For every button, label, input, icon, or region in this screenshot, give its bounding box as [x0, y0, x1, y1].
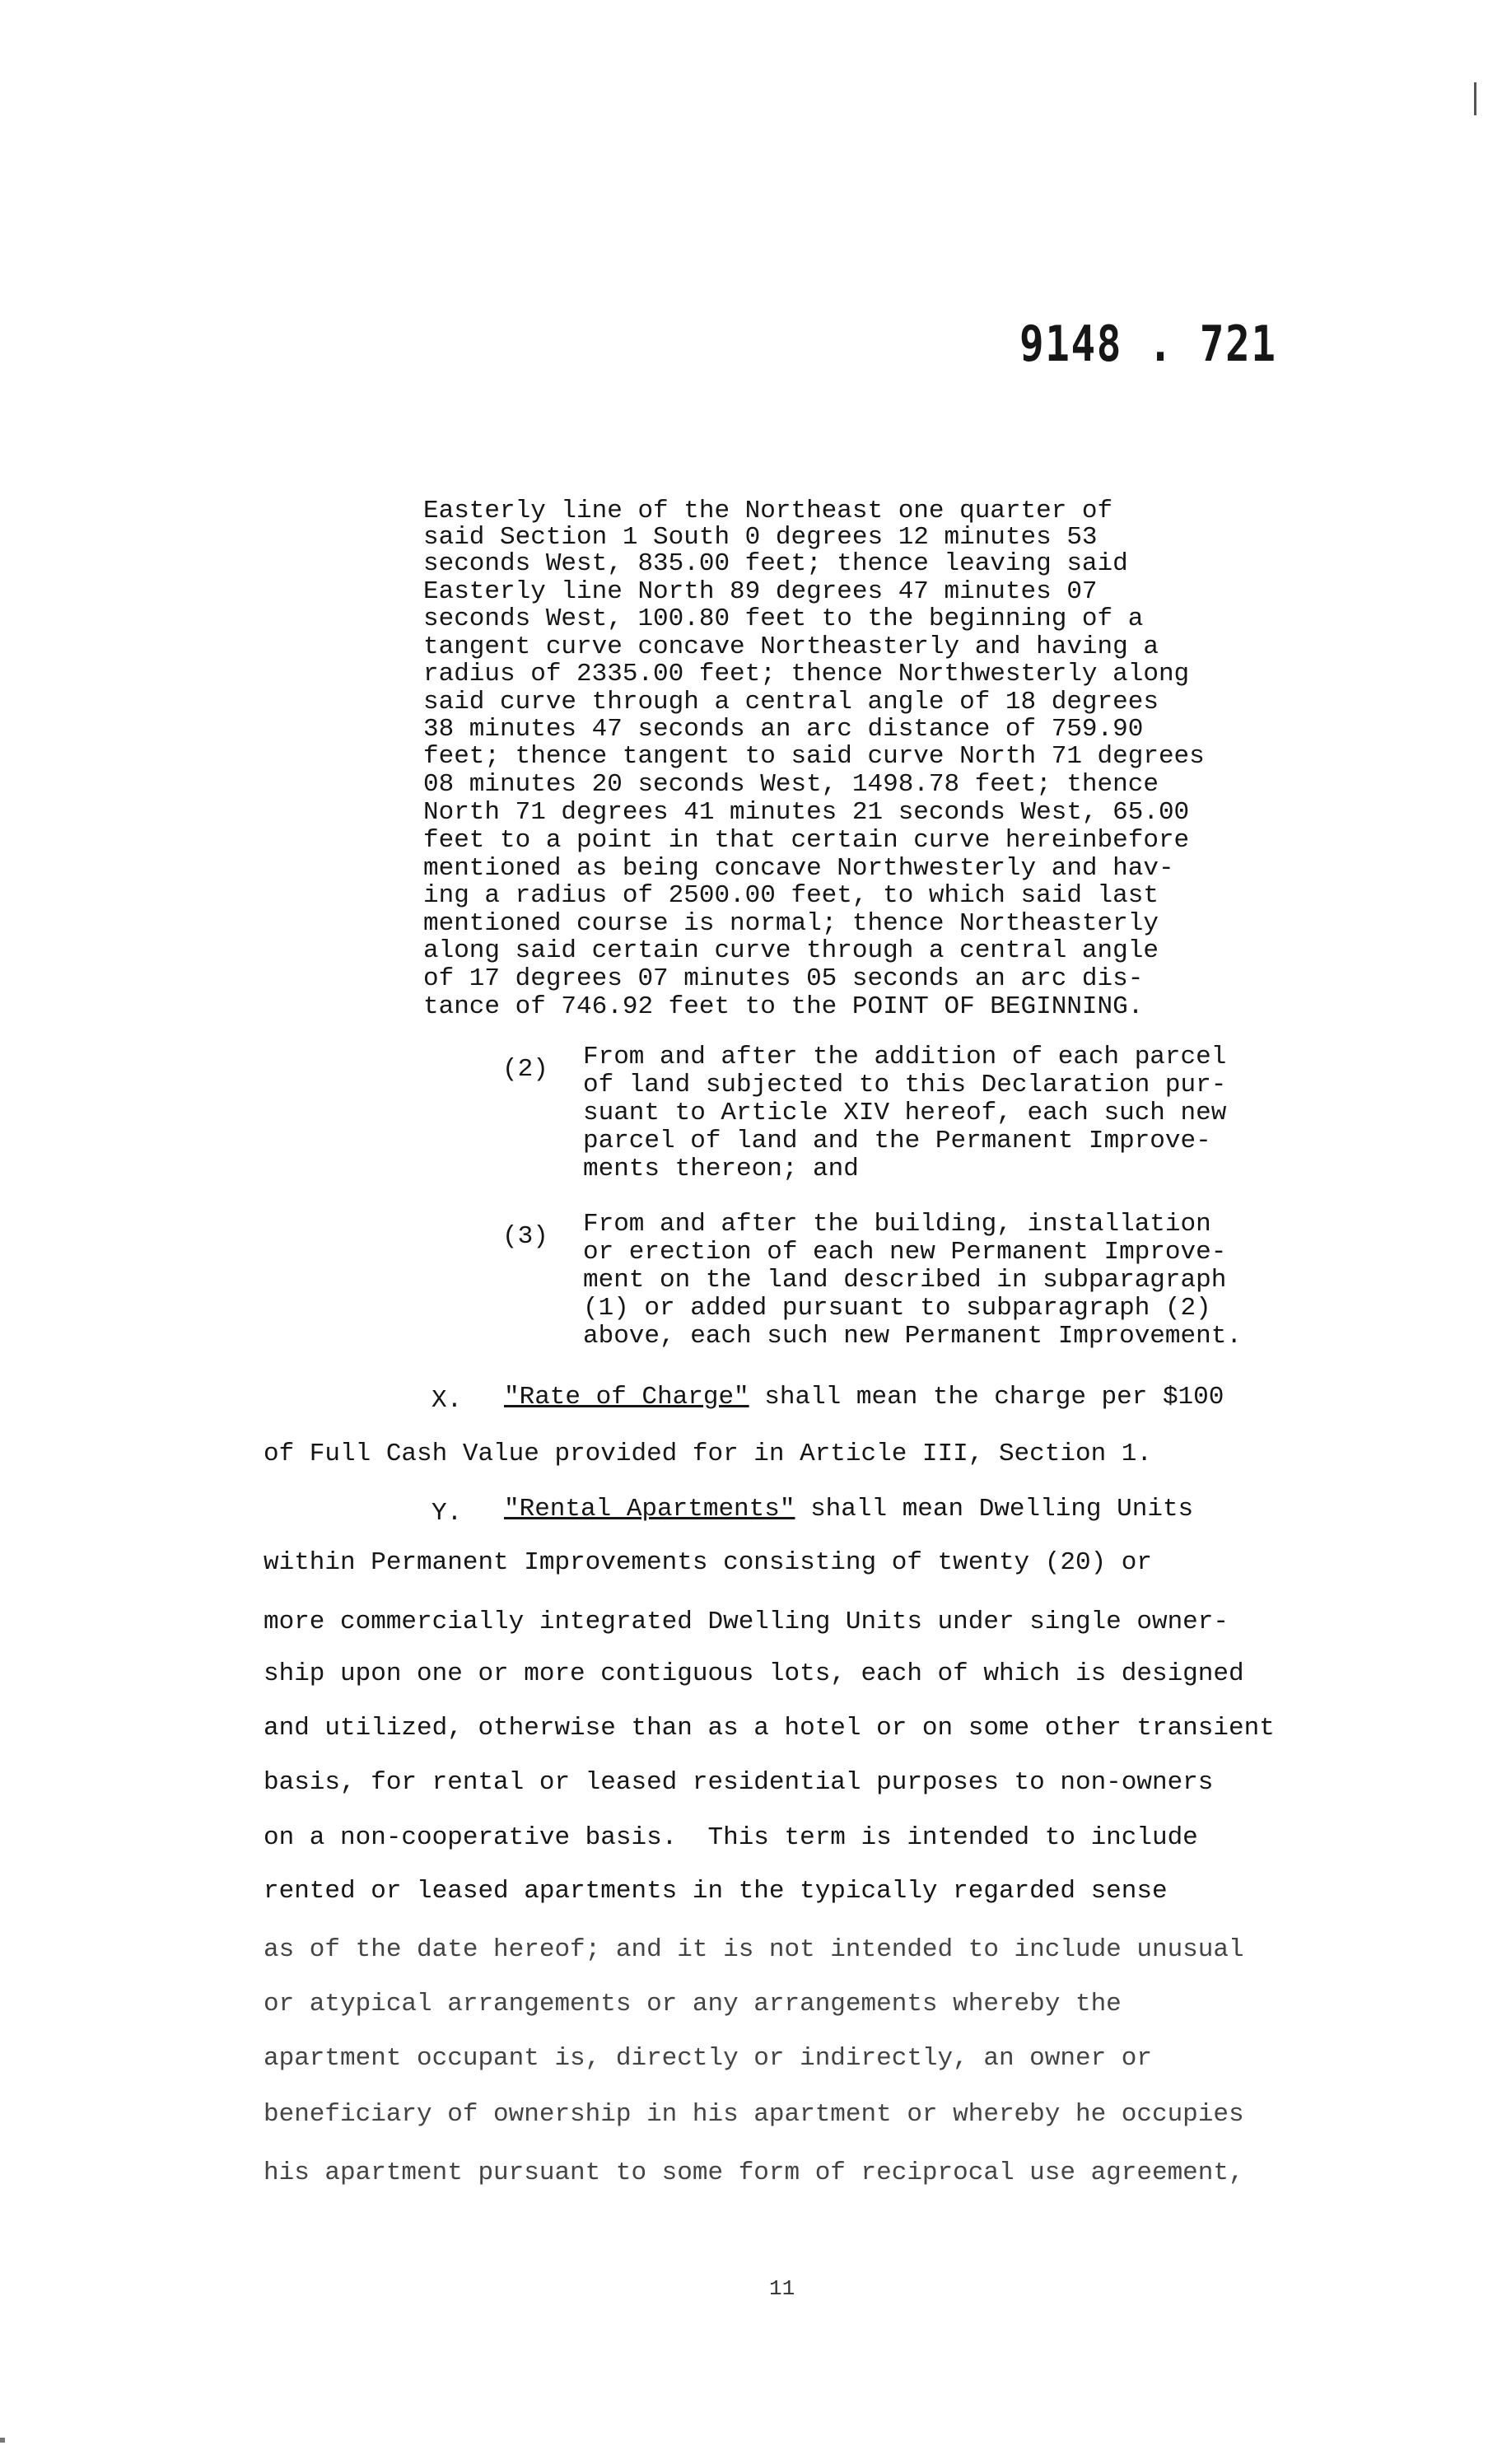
- subparagraph-line: of land subjected to this Declaration pur-: [583, 1071, 1227, 1099]
- body-line: as of the date hereof; and it is not intended to include unusual: [264, 1935, 1244, 1964]
- legal-line: along said certain curve through a central angle: [423, 936, 1159, 965]
- subparagraph-line: suant to Article XIV hereof, each such new: [583, 1099, 1227, 1127]
- scan-mark: [0, 2438, 5, 2443]
- body-line: and utilized, otherwise than as a hotel or on some other transient: [264, 1714, 1275, 1743]
- subparagraph-line: parcel of land and the Permanent Improve-: [583, 1127, 1211, 1155]
- legal-line: 38 minutes 47 seconds an arc distance of 759.90: [423, 715, 1144, 744]
- subparagraph-line: From and after the building, installation: [583, 1210, 1211, 1239]
- legal-line: seconds West, 100.80 feet to the beginning of a: [423, 604, 1144, 633]
- section-label: X.: [431, 1386, 463, 1415]
- body-line: within Permanent Improvements consisting of twenty (20) or: [264, 1548, 1152, 1577]
- legal-line: seconds West, 835.00 feet; thence leaving said: [423, 549, 1128, 578]
- body-line: apartment occupant is, directly or indirectly, an owner or: [264, 2044, 1152, 2073]
- body-line: beneficiary of ownership in his apartment or whereby he occupies: [264, 2100, 1244, 2129]
- subparagraph-line: (1) or added pursuant to subparagraph (2): [583, 1294, 1211, 1323]
- legal-line: tangent curve concave Northeasterly and having a: [423, 632, 1159, 661]
- body-line: his apartment pursuant to some form of reciprocal use agreement,: [264, 2158, 1244, 2187]
- subparagraph-line: ments thereon; and: [583, 1155, 859, 1183]
- legal-line: tance of 746.92 feet to the POINT OF BEGINNING.: [423, 992, 1144, 1021]
- subparagraph-line: ment on the land described in subparagraph: [583, 1266, 1227, 1295]
- defined-term: [504, 1496, 1193, 1522]
- legal-line: feet; thence tangent to said curve North 71 degrees: [423, 742, 1205, 771]
- term-text: "Rental Apartments": [504, 1495, 795, 1524]
- legal-line: ing a radius of 2500.00 feet, to which said last: [423, 881, 1159, 910]
- section-label: Y.: [431, 1499, 463, 1528]
- legal-line: mentioned as being concave Northwesterly and hav-: [423, 854, 1174, 883]
- legal-line: of 17 degrees 07 minutes 05 seconds an arc dis-: [423, 964, 1144, 993]
- legal-line: Easterly line of the Northeast one quarter of: [423, 497, 1113, 525]
- body-line: of Full Cash Value provided for in Article III, Section 1.: [264, 1440, 1152, 1468]
- legal-line: North 71 degrees 41 minutes 21 seconds West, 65.00: [423, 798, 1190, 827]
- subparagraph-line: or erection of each new Permanent Improve-: [583, 1238, 1227, 1267]
- subparagraph-number: (2): [502, 1055, 548, 1084]
- corner-mark: [1474, 82, 1476, 115]
- body-line: more commercially integrated Dwelling Units under single owner-: [264, 1608, 1229, 1636]
- recording-stamp: 9148 . 721: [1019, 315, 1277, 373]
- defined-term: [504, 1384, 1224, 1410]
- subparagraph-line: above, each such new Permanent Improvement.: [583, 1322, 1242, 1351]
- page-number: 11: [769, 2276, 795, 2301]
- legal-line: radius of 2335.00 feet; thence Northwesterly along: [423, 660, 1190, 688]
- body-line: basis, for rental or leased residential purposes to non-owners: [264, 1768, 1214, 1797]
- legal-line: said curve through a central angle of 18 degrees: [423, 688, 1159, 716]
- body-line: or atypical arrangements or any arrangements whereby the: [264, 1990, 1122, 2018]
- body-line: rented or leased apartments in the typically regarded sense: [264, 1877, 1168, 1906]
- legal-line: said Section 1 South 0 degrees 12 minutes 53: [423, 523, 1098, 552]
- legal-line: feet to a point in that certain curve hereinbefore: [423, 826, 1190, 855]
- subparagraph-number: (3): [502, 1222, 548, 1251]
- subparagraph-line: From and after the addition of each parcel: [583, 1043, 1227, 1071]
- body-line: ship upon one or more contiguous lots, each of which is designed: [264, 1659, 1244, 1688]
- legal-line: 08 minutes 20 seconds West, 1498.78 feet; thence: [423, 770, 1159, 799]
- legal-line: Easterly line North 89 degrees 47 minutes 07: [423, 577, 1098, 606]
- definition-text: shall mean Dwelling Units: [810, 1495, 1194, 1524]
- definition-text: shall mean the charge per $100: [764, 1383, 1224, 1412]
- body-line: on a non-cooperative basis. This term is intended to include: [264, 1823, 1198, 1852]
- term-text: "Rate of Charge": [504, 1383, 749, 1412]
- legal-line: mentioned course is normal; thence Northeasterly: [423, 909, 1159, 938]
